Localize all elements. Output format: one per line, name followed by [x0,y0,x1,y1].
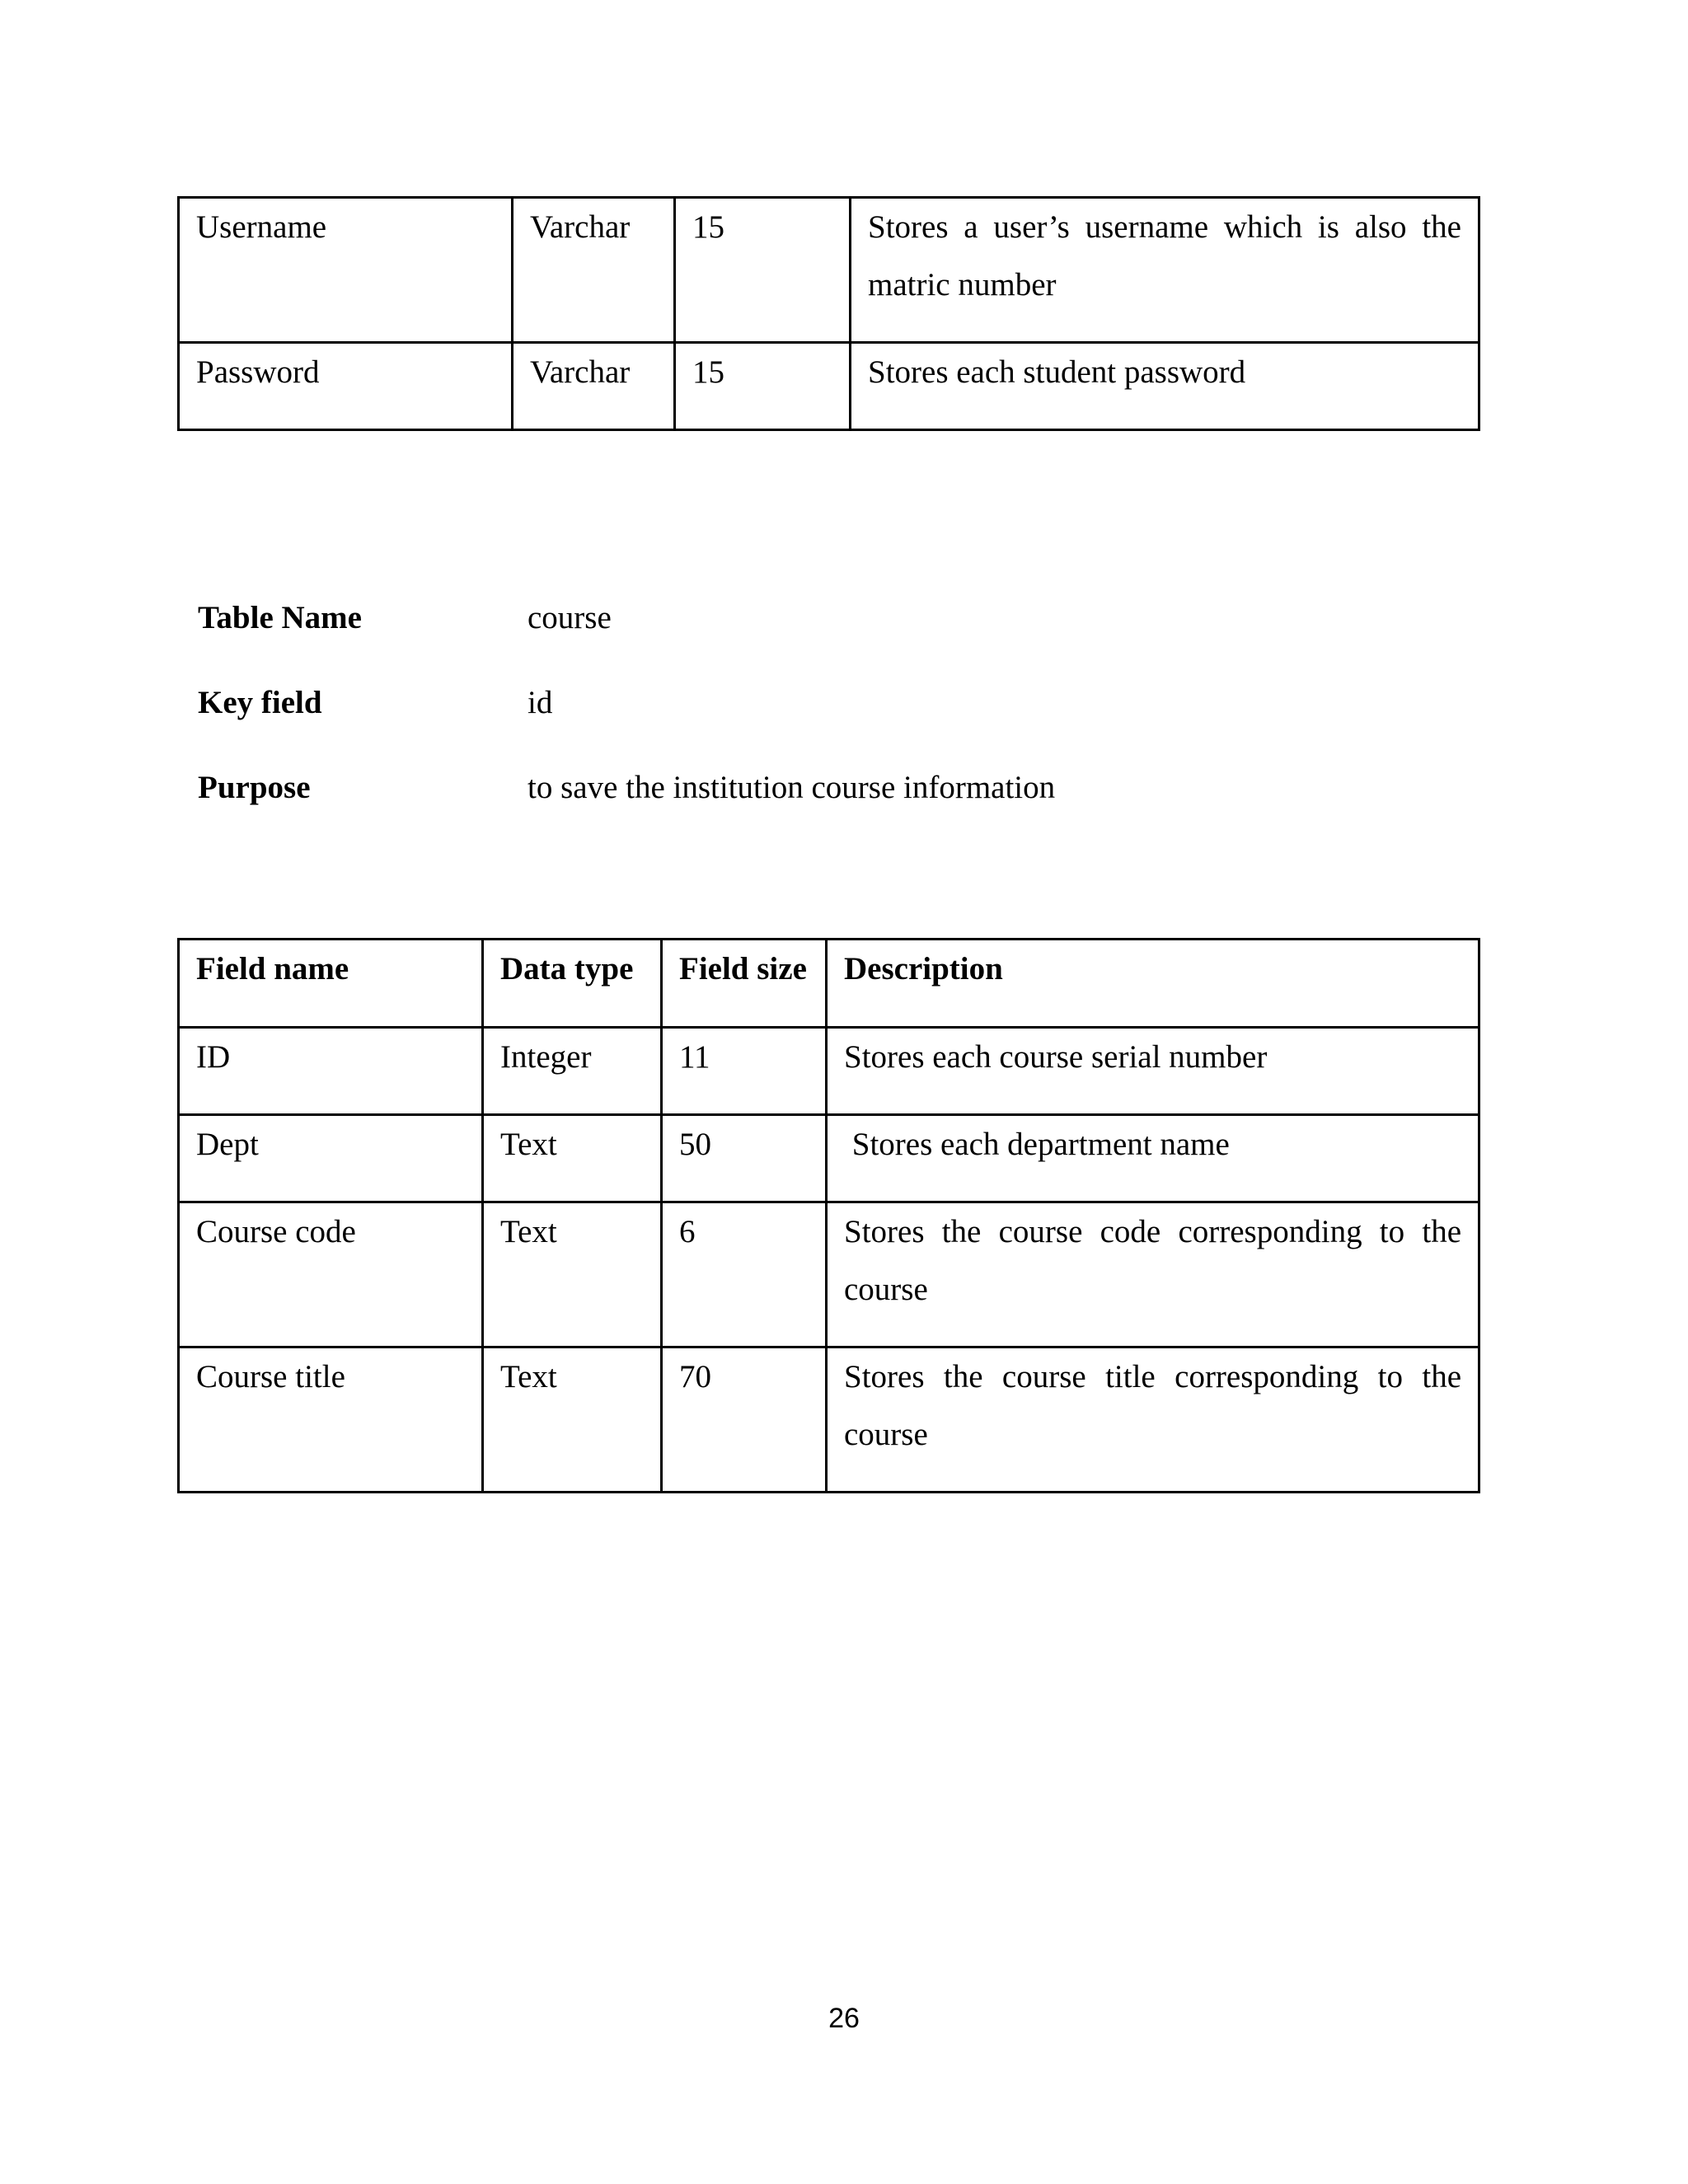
key-field-label: Key field [198,685,322,720]
description-cell: Stores each department name [827,1115,1479,1202]
field-size-cell: 15 [675,198,851,343]
course-table [177,938,1480,1493]
field-name-cell: Username [179,198,513,343]
description-cell: Stores the course title corresponding to the course [827,1347,1479,1493]
header-field-name: Field name [179,940,483,1028]
table-header-row [179,940,1479,1028]
data-type-cell: Varchar [513,343,675,430]
field-name-cell: Dept [179,1115,483,1202]
field-name-cell: Course code [179,1202,483,1347]
table-row [179,1347,1479,1493]
users-table-continuation [177,196,1480,431]
data-type-cell: Text [483,1202,662,1347]
field-name-cell: ID [179,1028,483,1115]
table-row [179,1115,1479,1202]
header-description: Description [827,940,1479,1028]
table-row [179,198,1479,343]
table-row [179,1028,1479,1115]
field-size-cell: 50 [662,1115,827,1202]
data-type-cell: Text [483,1115,662,1202]
description-cell: Stores the course code corresponding to the course [827,1202,1479,1347]
field-size-cell: 15 [675,343,851,430]
description-cell: Stores each student password [851,343,1479,430]
table-name-value: course [528,600,612,635]
data-type-cell: Text [483,1347,662,1493]
field-name-cell: Password [179,343,513,430]
data-type-cell: Varchar [513,198,675,343]
table-name-label: Table Name [198,600,362,635]
table-row [179,343,1479,430]
field-size-cell: 11 [662,1028,827,1115]
description-cell: Stores each course serial number [827,1028,1479,1115]
purpose-label: Purpose [198,770,311,805]
description-cell: Stores a user’s username which is also the matric number [851,198,1479,343]
field-size-cell: 70 [662,1347,827,1493]
purpose-value: to save the institution course information [528,770,1056,805]
page-number: 26 [828,2003,860,2034]
data-type-cell: Integer [483,1028,662,1115]
key-field-value: id [528,685,553,720]
table-row [179,1202,1479,1347]
field-size-cell: 6 [662,1202,827,1347]
header-field-size: Field size [662,940,827,1028]
field-name-cell: Course title [179,1347,483,1493]
header-data-type: Data type [483,940,662,1028]
